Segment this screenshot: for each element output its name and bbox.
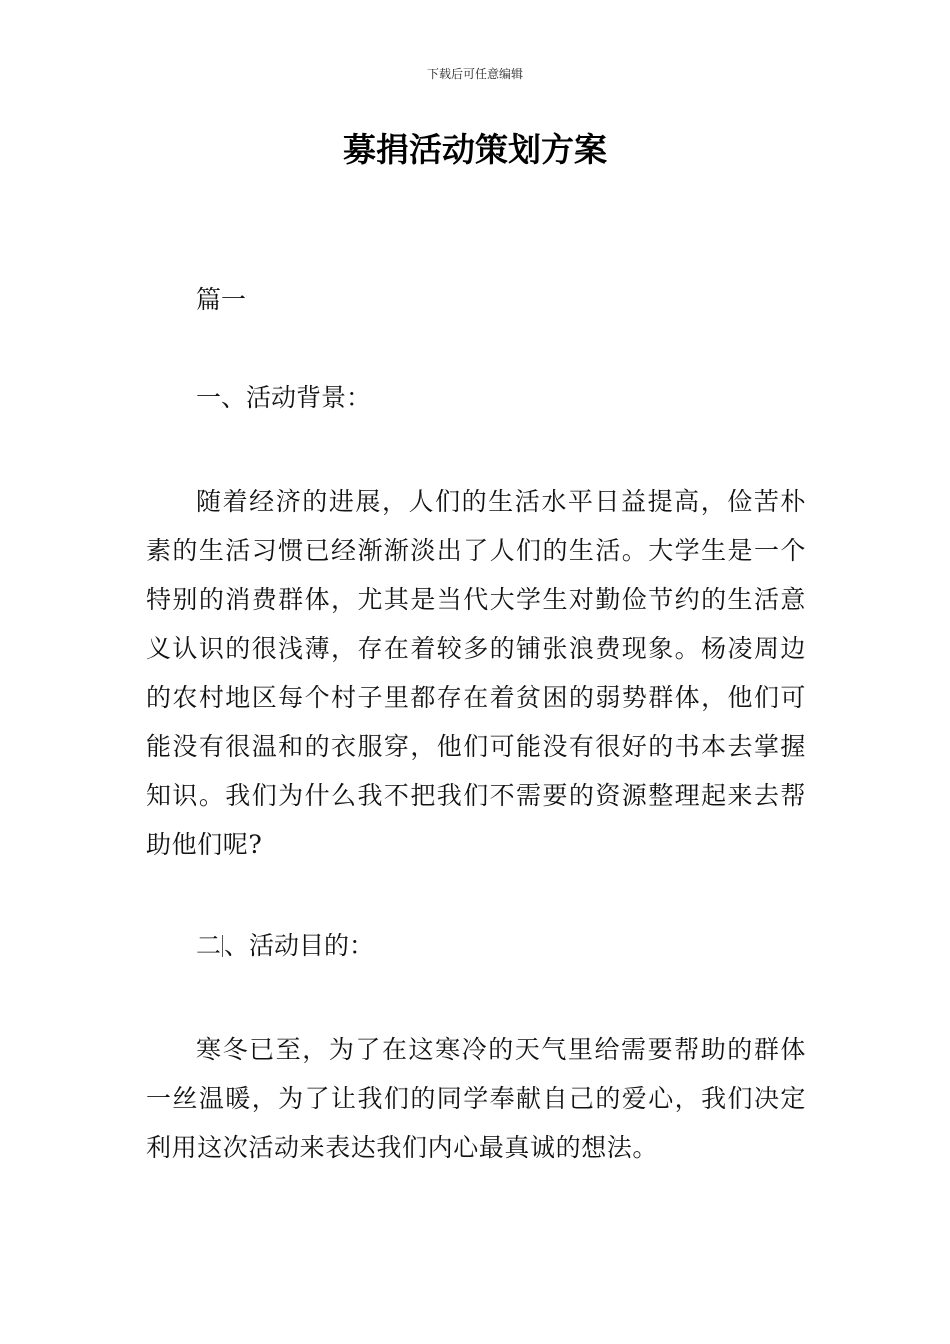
section-body-background: 随着经济的进展，人们的生活水平日益提高，俭苦朴素的生活习惯已经渐渐淡出了人们的生活。大学生是一个特别的消费群体，尤其是当代大学生对勤俭节约的生活意义认识的很浅薄，存在着较多的铺张浪费现象。杨凌周边的农村地区每个村子里都存在着贫困的弱势群体，他们可能没有很温和的衣服穿，他们可能没有很好的书本去掌握知识。我们为什么我不把我们不需要的资源整理起来去帮助他们呢?: [146, 487, 806, 859]
section-heading-purpose: [196, 930, 374, 962]
section-heading-background: 一、活动背景：: [196, 383, 372, 412]
header-note: 下载后可任意编辑: [426, 67, 523, 81]
text-cursor-mark: [222, 935, 223, 957]
heading-rest: 、活动目的：: [224, 931, 375, 960]
document-title: 募捐活动策划方案: [343, 130, 607, 169]
part-label: 篇一: [196, 285, 247, 314]
section-body-purpose: 寒冬已至，为了在这寒冷的天气里给需要帮助的群体一丝温暖，为了让我们的同学奉献自己的爱心，我们决定利用这次活动来表达我们内心最真诚的想法。: [146, 1035, 806, 1162]
heading-prefix: 二: [196, 931, 222, 960]
